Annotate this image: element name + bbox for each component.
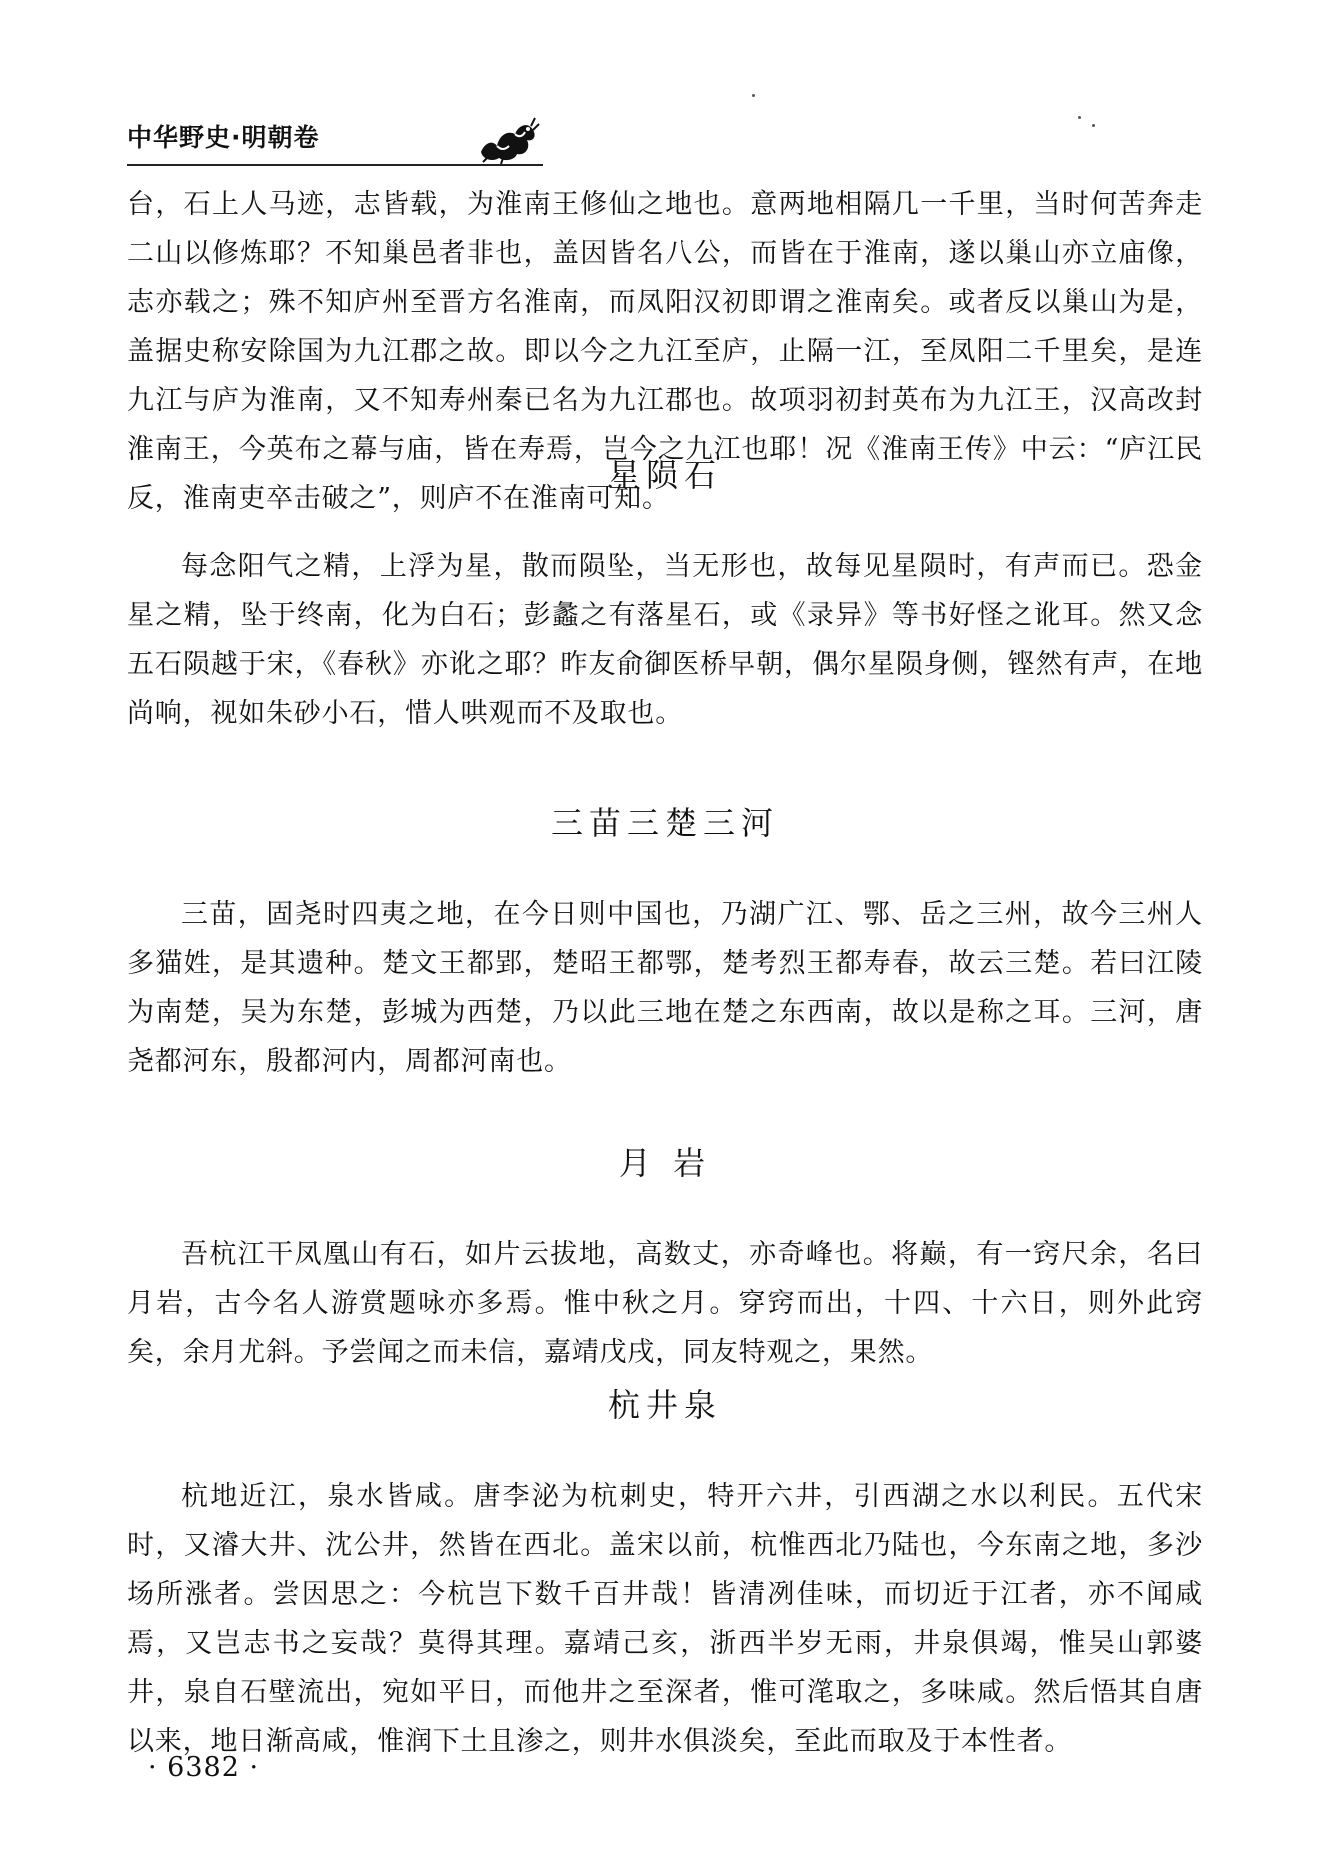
header-rule xyxy=(127,164,543,166)
section-title: 星陨石 xyxy=(607,456,722,494)
section-title: 杭井泉 xyxy=(607,1386,722,1424)
paragraph: 吾杭江干凤凰山有石，如片云拔地，高数丈，亦奇峰也。将巅，有一窍尺余，名曰月岩，古今名人游赏题咏亦多焉。惟中秋之月。穿窍而出，十四、十六日，则外此窍矣，余月尤斜。予尝闻之而未信，嘉靖戊戌，同友特观之，果然。 xyxy=(127,1239,1203,1368)
paragraph: 每念阳气之精，上浮为星，散而陨坠，当无形也，故每见星陨时，有声而已。恐金星之精，坠于终南，化为白石；彭蠡之有落星石，或《录异》等书好怪之讹耳。然又念五石陨越于宋，《春秋》亦讹之耶？昨友俞御医桥早朝，偶尔星陨身侧，铿然有声，在地尚响，视如朱砂小石，惜人哄观而不及取也。 xyxy=(127,551,1203,729)
dragon-emblem-icon xyxy=(475,112,541,164)
running-header xyxy=(127,112,547,162)
section-title: 月 岩 xyxy=(618,1144,712,1182)
paragraph: 三苗，固尧时四夷之地，在今日则中国也，乃湖广江、鄂、岳之三州，故今三州人多猫姓，是其遗种。楚文王都郢，楚昭王都鄂，楚考烈王都寿春，故云三楚。若曰江陵为南楚，吴为东楚，彭城为西楚，乃以此三地在楚之东西南，故以是称之耳。三河，唐尧都河东，殷都河内，周都河南也。 xyxy=(127,899,1203,1077)
scan-speck xyxy=(1092,124,1095,127)
scan-speck xyxy=(752,94,755,97)
section-yueyan xyxy=(127,1138,1203,1377)
section-hangjingquan xyxy=(127,1380,1203,1766)
section-title: 三苗三楚三河 xyxy=(550,804,779,842)
section-sanmiao xyxy=(127,798,1203,1086)
paragraph: 台，石上人马迹，志皆载，为淮南王修仙之地也。意两地相隔几一千里，当时何苦奔走二山以修炼耶？不知巢邑者非也，盖因皆名八公，而皆在于淮南，遂以巢山亦立庙像，志亦载之；殊不知庐州至晋方名淮南，而凤阳汉初即谓之淮南矣。或者反以巢山为是，盖据史称安除国为九江郡之故。即以今之九江至庐，止隔一江，至凤阳二千里矣，是连九江与庐为淮南，又不知寿州秦已名为九江郡也。故项羽初封英布为九江王，汉高改封淮南王，今英布之幕与庙，皆在寿焉，岂今之九江也耶！况《淮南王传》中云：“庐江民反，淮南吏卒击破之”，则庐不在淮南可知。 xyxy=(127,189,1203,514)
scan-speck xyxy=(1078,116,1081,119)
section-xingyunshi xyxy=(127,450,1203,738)
paragraph: 杭地近江，泉水皆咸。唐李泌为杭刺史，特开六井，引西湖之水以利民。五代宋时，又濬大井、沈公井，然皆在西北。盖宋以前，杭惟西北乃陆也，今东南之地，多沙场所涨者。尝因思之：今杭岂下数千百井哉！皆清冽佳味，而切近于江者，亦不闻咸焉，又岂志书之妄哉？莫得其理。嘉靖己亥，浙西半岁无雨，井泉俱竭，惟吴山郭婆井，泉自石壁流出，宛如平日，而他井之至深者，惟可滗取之，多味咸。然后悟其自唐以来，地日渐高咸，惟润下土且渗之，则井水俱淡矣，至此而取及于本性者。 xyxy=(127,1481,1203,1757)
page-number: · 6382 · xyxy=(148,1752,260,1783)
running-header-title: 中华野史·明朝卷 xyxy=(127,123,320,152)
